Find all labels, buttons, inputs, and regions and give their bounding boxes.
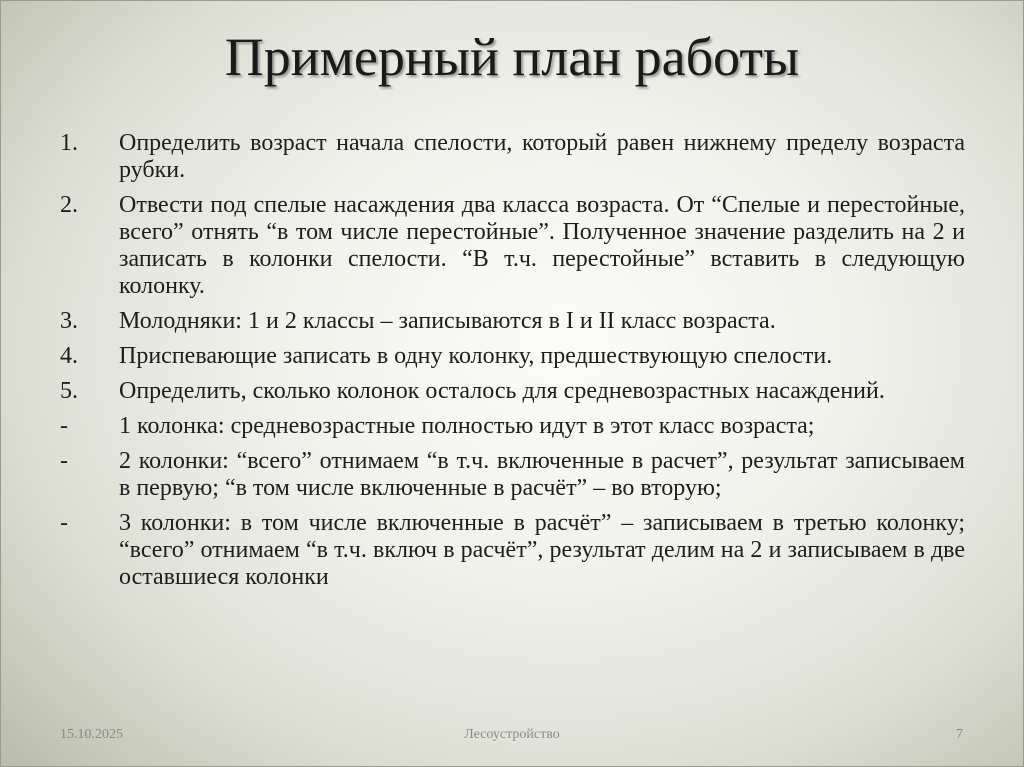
- list-marker: -: [60, 448, 68, 474]
- list-item-4: [60, 343, 965, 370]
- list-item-3: [60, 308, 965, 335]
- list-marker: -: [60, 510, 68, 536]
- list-item-text: Определить возраст начала спелости, который равен нижнему пределу возраста рубки.: [119, 130, 965, 183]
- list-marker: 1.: [60, 130, 78, 156]
- list-item-5: [60, 378, 965, 405]
- list-item-text: 3 колонки: в том числе включенные в расчёт” – записываем в третью колонку; “всего” отнимаем “в т.ч. включ в расчёт”, результат делим на 2 и записываем в две оставшиеся колонки: [119, 510, 965, 590]
- footer-date: 15.10.2025: [60, 727, 123, 742]
- sub-item-2: [60, 448, 965, 502]
- sub-item-1: [60, 413, 965, 440]
- list-marker: 5.: [60, 378, 78, 404]
- list-marker: -: [60, 413, 68, 439]
- list-marker: 4.: [60, 343, 78, 369]
- list-item-2: [60, 192, 965, 300]
- list-item-text: Приспевающие записать в одну колонку, предшествующую спелости.: [119, 343, 833, 369]
- list-item-text: 2 колонки: “всего” отнимаем “в т.ч. включенные в расчет”, результат записываем в первую; “в том числе включенные в расчёт” – во вторую;: [119, 448, 965, 501]
- list-item-text: 1 колонка: средневозрастные полностью идут в этот класс возраста;: [119, 413, 815, 439]
- list-item-1: [60, 130, 965, 184]
- list-item-text: Отвести под спелые насаждения два класса возраста. От “Спелые и перестойные, всего” отнять “в том числе перестойные”. Полученное значение разделить на 2 и записать в колонки спелости. “В т.ч. перестойные” вставить в следующую колонку.: [119, 192, 965, 299]
- slide-title: Примерный план работы: [224, 27, 800, 87]
- page-number: 7: [956, 727, 963, 742]
- list-item-text: Молодняки: 1 и 2 классы – записываются в I и II класс возраста.: [119, 308, 776, 334]
- slide-content: [60, 130, 965, 599]
- list-marker: 3.: [60, 308, 78, 334]
- sub-item-3: [60, 510, 965, 591]
- footer-title: Лесоустройство: [464, 727, 560, 742]
- list-marker: 2.: [60, 192, 78, 218]
- list-item-text: Определить, сколько колонок осталось для средневозрастных насаждений.: [119, 378, 885, 404]
